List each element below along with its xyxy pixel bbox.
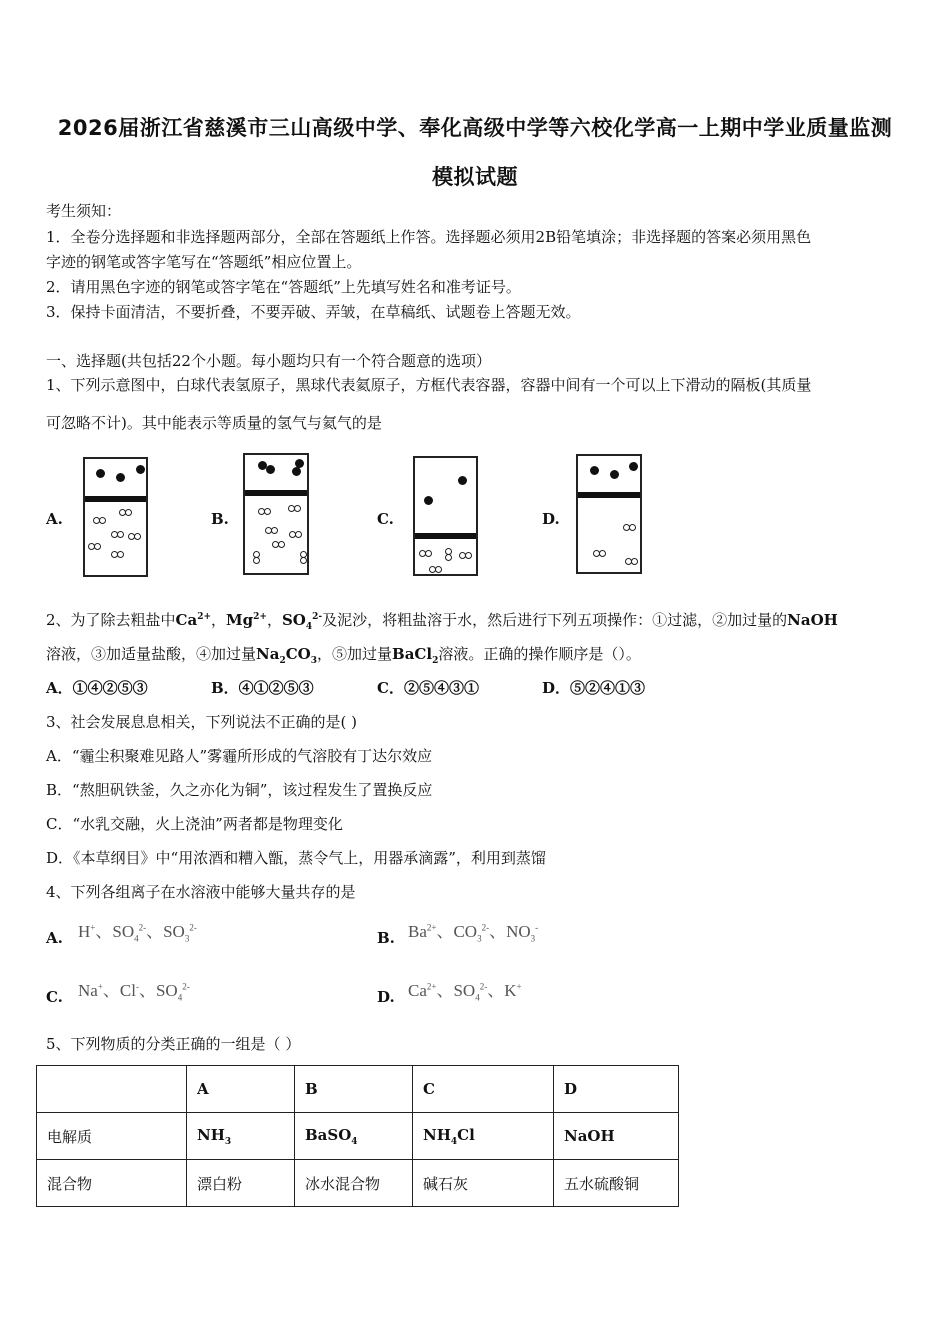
table-cell: NaOH <box>554 1113 679 1160</box>
hydrogen-molecule <box>93 517 105 523</box>
partition <box>245 490 307 496</box>
hydrogen-molecule <box>111 531 123 537</box>
helium-atom <box>424 496 433 505</box>
table-row-label: 混合物 <box>37 1160 187 1207</box>
q3-option-c[interactable]: C．“水乳交融，火上浇油”两者都是物理变化 <box>46 815 343 833</box>
table-header-row <box>37 1066 679 1113</box>
q1-option-d-label: D. <box>542 510 560 528</box>
q2-option-b[interactable]: B．④①②⑤③ <box>211 679 314 697</box>
hydrogen-molecule <box>258 508 270 514</box>
table-header-cell: B <box>295 1066 413 1113</box>
hydrogen-molecule <box>429 566 441 572</box>
hydrogen-molecule <box>625 558 637 564</box>
table-cell: 漂白粉 <box>187 1160 295 1207</box>
q1-stem-cont: 可忽略不计)。其中能表示等质量的氢气与氦气的是 <box>46 414 382 432</box>
table-header-cell: A <box>187 1066 295 1113</box>
helium-atom <box>610 470 619 479</box>
table-cell: $NH_3$ <box>187 1113 295 1160</box>
classification-table <box>36 1065 679 1207</box>
hydrogen-molecule <box>272 541 284 547</box>
partition <box>415 533 476 539</box>
table-cell: BaSO$_4$ <box>295 1113 413 1160</box>
hydrogen-molecule <box>593 550 605 556</box>
q1-diagram-a <box>83 457 148 577</box>
hydrogen-molecule <box>623 524 635 530</box>
q1-diagram-d <box>576 454 642 574</box>
q2-stem-cont: 溶液，③加适量盐酸，④加过量$Na_2CO_3$，⑤加过量BaCl$_2$溶液。正确的操作顺序是（）。 <box>46 645 641 666</box>
notice-heading: 考生须知： <box>46 202 122 220</box>
q5-stem: 5、下列物质的分类正确的一组是（ ） <box>46 1035 301 1053</box>
q4-option-d-ions[interactable]: $Ca^{2+}$、$SO_4^{2-}$、K+ <box>408 981 522 1003</box>
q1-option-c-label: C. <box>377 510 394 528</box>
hydrogen-molecule <box>289 531 301 537</box>
q4-option-b-ions[interactable]: $Ba^{2+}$、$CO_3^{2-}$、$NO_3^-$ <box>408 922 539 944</box>
helium-atom <box>295 459 304 468</box>
hydrogen-molecule <box>265 527 277 533</box>
q4-option-a-label: A. <box>46 929 63 947</box>
hydrogen-molecule <box>288 505 300 511</box>
table-header-cell: D <box>554 1066 679 1113</box>
q4-option-c-label: C. <box>46 988 63 1006</box>
page-title-line2: 模拟试题 <box>432 165 518 189</box>
table-cell: $NH_4Cl$ <box>413 1113 554 1160</box>
q4-option-c-ions[interactable]: Na+、Cl-、$SO_4^{2-}$ <box>78 981 190 1003</box>
q1-option-b-label: B. <box>211 510 229 528</box>
hydrogen-molecule <box>253 551 259 563</box>
helium-atom <box>629 462 638 471</box>
partition <box>85 496 146 502</box>
section-heading: 一、选择题(共包括22个小题。每小题均只有一个符合题意的选项） <box>46 352 491 370</box>
q2-stem: 2、为了除去粗盐中$Ca^{2+}$，$Mg^{2+}$，$SO_4^{2-}$及泥沙，将粗盐溶于水，然后进行下列五项操作：①过滤，②加过量的NaOH <box>46 611 838 632</box>
table-row <box>37 1113 679 1160</box>
q1-diagram-b <box>243 453 309 575</box>
q4-stem: 4、下列各组离子在水溶液中能够大量共存的是 <box>46 883 356 901</box>
q3-stem: 3、社会发展息息相关，下列说法不正确的是( ) <box>46 713 358 731</box>
hydrogen-molecule <box>445 548 451 560</box>
page-title: 2026届浙江省慈溪市三山高级中学、奉化高级中学等六校化学高一上期中学业质量监测 <box>57 116 893 140</box>
q1-stem: 1、下列示意图中，白球代表氢原子，黑球代表氦原子，方框代表容器，容器中间有一个可以上下滑动的隔板(其质量 <box>46 376 812 394</box>
helium-atom <box>266 465 275 474</box>
q4-option-a-ions[interactable]: H+、$SO_4^{2-}$、$SO_3^{2-}$ <box>78 922 197 944</box>
hydrogen-molecule <box>300 551 306 563</box>
q4-option-b-label: B. <box>377 929 395 947</box>
notice-item-1: 1．全卷分选择题和非选择题两部分，全部在答题纸上作答。选择题必须用2B铅笔填涂；非选择题的答案必须用黑色 <box>46 228 812 246</box>
helium-atom <box>458 476 467 485</box>
helium-atom <box>292 467 301 476</box>
hydrogen-molecule <box>128 533 140 539</box>
table-cell: 冰水混合物 <box>295 1160 413 1207</box>
q2-option-d[interactable]: D．⑤②④①③ <box>542 679 646 697</box>
hydrogen-molecule <box>119 509 131 515</box>
hydrogen-molecule <box>419 550 431 556</box>
q2-option-a[interactable]: A．①④②⑤③ <box>46 679 148 697</box>
table-row <box>37 1160 679 1207</box>
q1-option-a-label: A. <box>46 510 63 528</box>
helium-atom <box>136 465 145 474</box>
partition <box>578 492 640 498</box>
q3-option-d[interactable]: D．《本草纲目》中“用浓酒和糟入甑，蒸令气上，用器承滴露”，利用到蒸馏 <box>46 849 546 867</box>
hydrogen-molecule <box>111 551 123 557</box>
q1-diagram-c <box>413 456 478 576</box>
notice-item-3: 3．保持卡面清洁，不要折叠，不要弄破、弄皱，在草稿纸、试题卷上答题无效。 <box>46 303 581 321</box>
table-row-label: 电解质 <box>37 1113 187 1160</box>
table-header-cell: C <box>413 1066 554 1113</box>
helium-atom <box>590 466 599 475</box>
notice-item-2: 2．请用黑色字迹的钢笔或答字笔在“答题纸”上先填写姓名和准考证号。 <box>46 278 521 296</box>
helium-atom <box>96 469 105 478</box>
q4-option-d-label: D. <box>377 988 395 1006</box>
hydrogen-molecule <box>459 552 471 558</box>
table-header-cell <box>37 1066 187 1113</box>
table-cell: 五水硫酸铜 <box>554 1160 679 1207</box>
q3-option-b[interactable]: B．“熬胆矾铁釜，久之亦化为铜”，该过程发生了置换反应 <box>46 781 433 799</box>
hydrogen-molecule <box>88 543 100 549</box>
q3-option-a[interactable]: A．“霾尘积聚难见路人”雾霾所形成的气溶胶有丁达尔效应 <box>46 747 433 765</box>
q2-option-c[interactable]: C．②⑤④③① <box>377 679 479 697</box>
table-cell: 碱石灰 <box>413 1160 554 1207</box>
helium-atom <box>116 473 125 482</box>
notice-item-1-cont: 字迹的钢笔或答字笔写在“答题纸”相应位置上。 <box>46 253 362 271</box>
